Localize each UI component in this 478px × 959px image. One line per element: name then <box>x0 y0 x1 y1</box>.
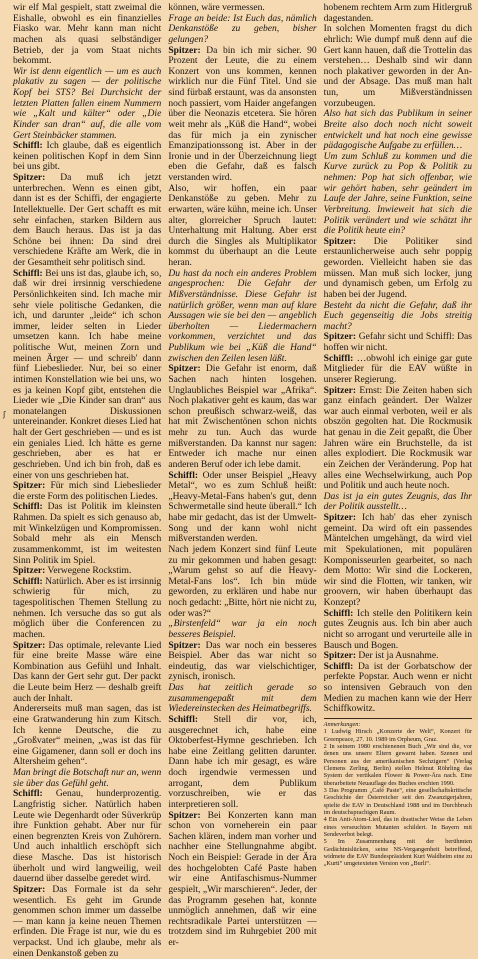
paragraph-text: Verwegene Rockstim. <box>45 565 132 577</box>
speaker-label: Schiffl: <box>13 788 43 800</box>
paragraph-text: In solchen Momenten fragst du dich ehrlich: Wie dumpf muß denn auf die Gert kann hauen, daß die Trottelin das verstehen… Deshalb sind wir dann noch plakativer geworden in der An- und der Absage. Das muß man halt tun, um Mißverständnissen vorzubeugen. <box>323 23 472 109</box>
paragraph-text: Die Gefahr ist enorm, daß Sachen nach hinten losgehen. Unglaubliches Beispiel war „Afrika“. Noch plakativer geht es kaum, das war schon preußisch schwarz-weiß, das hat mit Zwischentönen schon nichts mehr zu tun. Auch das wurde mißverstanden. Da kannst nur sagen: Entweder ich mache nur einen anderen Beruf oder ich lebe damit. <box>168 363 317 470</box>
paragraph <box>324 609 472 652</box>
speaker-label: Spitzer: <box>168 363 201 375</box>
paragraph-text: Ich hab' das eher zynisch gemeint. Da wird oft ein passendes Mäntelchen umgehängt, da wird viel mit Spekulationen, mit populären Komponisseurlen gearbeitet, so nach dem Motto: Wir sind die Lockeren, wir sind die Flotten, wir tanken, wir groovern, wir haben überhaupt das Konzept? <box>323 512 472 608</box>
paragraph-text: Andererseits muß man sagen, das ist eine Gratwanderung hin zum Kitsch. Ich kenne Deutsche, die zu „Großvater“ meinen, „was ist das für eine Gigamener, dann soll er doch ins Altersheim gehen“. <box>13 703 162 768</box>
paragraph-text: hobenem rechtem Arm zum Hitlergruß dagestanden. <box>323 2 472 24</box>
paragraph <box>13 481 161 502</box>
paragraph <box>168 545 316 619</box>
paragraph-text: Da muß ich jetzt unterbrechen. Wenn es einen gibt, dann ist es der Schiffi, der engagierte Intellektuelle. Der Gert schafft es mit sehr einfachen, starken Bildern aus dem Bauch heraus. Das ist ja das Schöne bei ihnen: Da sind drei verschiedene Kräfte am Werk, die in der Gesamtheit sehr politisch sind. <box>13 172 162 268</box>
interviewer-question: Besteht da nicht die Gefahr, daß ihr Euch gegenseitig die Jobs streitig macht? <box>323 299 472 332</box>
paragraph <box>13 269 161 482</box>
paragraph <box>324 332 472 353</box>
interviewer-question: Um zum Schluß zu kommen und die Kurve zurück zu Pop & Politik zu nehmen: Pop hat sich offenbar, wie wir gehört haben, sehr geändert im Laufe der Jahre, seine Funktion, seine Verbreitung. Inwieweit hat sich die Politik verändert und wie schätzt ihr die Politik heute ein? <box>323 150 472 237</box>
footnote: 4 Ein Anti-Atom-Lied, das in drastischer Weise die Leben eines verseuchten Mutanten schildert. In Bayern mit Sendeverbot belegt. <box>323 816 472 839</box>
text-columns <box>13 2 472 959</box>
speaker-label: Spitzer: <box>13 565 46 577</box>
paragraph <box>13 67 161 141</box>
paragraph-text: Das Formale ist da sehr wesentlich. Es geht im Grunde genommen schon immer um dasselbe — man kann ja keine neuen Themen erfinden. Die Frage ist nur, wie du es verpackst. Und ich glaube, mehr als einen Denkanstoß geben zu <box>13 883 162 959</box>
speaker-label: Spitzer: <box>323 331 356 343</box>
speaker-label: Spitzer: <box>168 809 201 821</box>
paragraph-text: wir elf Mal gespielt, statt zweimal die Eishalle, obwohl es ein finanzielles Fiasko war. Mehr kann man nicht machen als quasi selbständiger Betrieb, der ja vom Staat nichts bekommt. <box>13 2 162 67</box>
interviewer-question: Das hat zeitlich gerade so zusammengepaßt mit dem Wiedereinstecken des Heimatbegriffs. <box>168 682 317 715</box>
paragraph-text: Bei Konzerten kann man schon von vorneherein ein paar Sachen klären, indem man vorher und nachher eine Stellungnahme abgibt. Noch ein Beispiel: Gerade in der Ära des hochgelobten Café Paste haben wir eine Antifaschismus-Nummer gespielt, „Wir marschieren“. Jeder, der das Programm gesehen hat, konnte unmöglich annehmen, daß wir eine rechtsradikale Partei unterstützen — trotzdem sind im Ruhrgebiet 200 mit er- <box>168 809 317 948</box>
paragraph <box>168 715 316 811</box>
paragraph <box>168 184 316 269</box>
speaker-label: Spitzer: <box>13 883 46 895</box>
speaker-label: Schiffl: <box>323 607 354 619</box>
speaker-label: Schiffl: <box>323 352 354 364</box>
paragraph <box>168 46 316 184</box>
paragraph-text: Stell dir vor, ich, ausgerechnet ich, habe eine Oktoberfest-Hymne geschrieben. Ich habe eine Zeitlang gelitten darunter. Dann habe ich mir gesagt, es wäre doch irgendwie vermessen und arrogant, dem Publikum vorzuschreiben, wie er das interpretieren soll. <box>168 713 317 810</box>
paragraph-text: Da bin ich mir sicher. 90 Prozent der Leute, die zu einem Konzert von uns kommen, kennen wirklich nur die Fünf Titel. Und sie sind fürbaß erstaunt, was da ansonsten noch passiert, vom Haider angefangen über die Neonazis etcetera. Sie hören weit mehr als „Küß die Hand“, wobei das für mich ja ein zynischer Emanzipationssong ist. Aber in der Ironie und in der Überzeichnung liegt eben die Gefahr, daß es falsch verstanden wird. <box>168 44 317 183</box>
paragraph <box>168 641 316 684</box>
column-2 <box>168 2 317 948</box>
paragraph <box>13 704 161 768</box>
footnote: 1 Ludwig Hirsch „Konzerte der Welt“, Konzert für Greenpeace, 27. 10. 1989 im Orpheum, Graz. <box>323 728 472 743</box>
paragraph-text: können, wäre vermessen. <box>168 2 265 13</box>
paragraph <box>13 641 161 705</box>
speaker-label: Schiffl: <box>13 140 43 152</box>
speaker-label: Schiffl: <box>13 575 43 587</box>
paragraph-text: Gefahr sicht und Schiffl: Das hoffen wir nicht. <box>323 331 472 353</box>
interviewer-question: Also hat sich das Publikum in seiner Breite also doch noch nicht soweit entwickelt und hat noch eine gewisse pädagogische Aufgabe zu erfüllen… <box>323 108 472 152</box>
footnotes <box>324 718 472 868</box>
speaker-label: Spitzer: <box>168 639 201 651</box>
paragraph-text: Nach jedem Konzert sind fünf Leute zu mir gekommen und haben gesagt: „Warum gehst so auf die Heavy-Metal-Fans los“. Ich bin müde geworden, zu erklären und habe nur noch gedacht: „Bitte, hört nie nicht zu, oder was?“ <box>168 543 317 619</box>
paragraph <box>324 109 472 152</box>
column-3-wrap <box>323 2 472 868</box>
interviewer-question: Du hast da noch ein anderes Problem angesprochen: Die Gefahr der Mißverständnisse. Diese Gefahr ist natürlich größer, wenn man auf klare Aussagen wie sie bei den — angeblich überholten — Liedermachern vorkommen, verzichtet und das Publikum wie bei „Küß die Hand“ zwischen den Zeilen lesen läßt. <box>168 267 317 364</box>
paragraph <box>168 364 316 470</box>
paragraph <box>324 237 472 301</box>
paragraph <box>13 502 161 566</box>
speaker-label: Spitzer: <box>13 639 46 651</box>
footnote: 3 Das Programm „Café Paste“, eine gesellschaftskritische Geschichte der Österreicher seit den Zwanzigerjahren, spielte die EAV in Deutschland 1988 und im Durchbruch im deutschsprachigen Raum. <box>323 786 472 816</box>
speaker-label: Schiffl: <box>323 660 354 672</box>
paragraph <box>168 14 316 46</box>
paragraph <box>324 152 472 237</box>
paragraph-text: Der ist ja Ausnahme. <box>356 650 439 662</box>
interviewer-question: Man bringt die Botschaft nur an, wenn sie über das Gefühl geht. <box>13 767 162 789</box>
paragraph <box>13 789 161 885</box>
paragraph <box>324 492 472 513</box>
paragraph <box>168 269 316 365</box>
paragraph <box>168 471 316 545</box>
footnotes-heading: Anmerkungen: <box>323 720 361 728</box>
speaker-label: Spitzer: <box>168 44 201 56</box>
speaker-label: Spitzer: <box>323 384 356 396</box>
paragraph <box>168 683 316 715</box>
interviewer-question: Das ist ja ein gutes Zeugnis, das Ihr der Politik ausstellt… <box>323 490 472 513</box>
interviewer-question: Wir ist denn eigentlich — um es auch plakativ zu sagen — der politische Kopf bei STS? Bei Durchsicht der letzten Platten fallen einem Nummern wie „Kalt und kälter“ oder „Die Kinder san dran“ auf, die alle vom Gert Steinbäcker stammen. <box>13 65 162 141</box>
speaker-label: Schiffl: <box>168 713 199 725</box>
paragraph <box>168 619 316 640</box>
speaker-label: Schiffl: <box>13 267 43 279</box>
column-3 <box>324 3 472 715</box>
footnotes-list <box>324 728 472 868</box>
footnote: 2 In seinem 1980 erschienenen Buch „Wir sind die, vor denen uns unsere Eltern gewarnt haben. Szenen und Personen aus der amerikanischen Sechzigern“ (Verlag Clemens Zerling, Berlin) stellen Helmut Röhrling das System der vertikalen Flower & Power-Ära nach. Eine überarbeitete Neuauflage des Buches erschien 1990. <box>323 742 472 787</box>
paragraph <box>324 354 472 386</box>
paragraph <box>13 141 161 173</box>
speaker-label: Spitzer: <box>323 512 356 523</box>
paragraph-text: Bei uns ist das, glaube ich, so, daß wir drei irrsinnig verschiedene Persönlichkeiten sind. Ich mache mir sehr viele politische Gedanken, die ich, und darunter „leide“ ich schon immer, leider selten in Lieder umsetzen kann. Ich habe meine politische Wut, meinen Zorn und meinen Ärger — und schreib' dann fünf Liebeslieder. Nur, bei so einer intimen Konstellation wie bei uns, wo es ja keinen Kopf gibt, entstehen die Lieder wie „Die Kinder san dran“ aus monatelangen Diskussionen untereinander. Konkret dieses Lied hat halt der Gert geschrieben — und es ist ein geniales Lied. Ich hätte es gerne geschrieben, aber es hat er geschrieben. Und ich bin froh, daß es einer von uns geschrieben hat. <box>13 267 162 481</box>
paragraph-text: Das optimale, relevante Lied für eine breite Masse wäre eine Kombination aus Gefühl und Inhalt. Das kann der Gert sehr gut. Der packt die Leute beim Herz — deshalb greift auch der Inhalt. <box>13 639 162 704</box>
paragraph-text: Ich stelle den Politikern kein gutes Zeugnis aus. Ich bin aber auch nicht so arrogant und verurteile alle in Bausch und Bogen. <box>323 607 472 651</box>
paragraph-text: Ernst: Die Zeiten haben sich ganz einfach geändert. Der Walzer war auch einmal verboten, weil er als obszön gegolten hat. Die Rockmusik hat genau in die Zeit gepaßt, die Über Jahren wäre ein Bruchstelle, da ist alles explodiert. Die Rockmusik war ein Zeichen der Veränderung. Pop hat alles eine Wechselwirkung, auch Pop und Politik und auch heute noch. <box>323 384 472 492</box>
footnote: 5 Im Zusammenhang mit der berühmten Gedächtnislücken, seine NS-Vergangenheit betreffend, widmete die EAV Bundespräsident Kurt Waldheim eine zu „Kurti“ umgetexteten Version von „Burli“. <box>323 838 472 868</box>
paragraph-text: Das ist Politik im kleinsten Rahmen. Da spielt es sich genauso ab, mit Winkelzügen und Kompromissen. Sobald mehr als ein Mensch zusammenkommt, ist im weitesten Sinn Politik im Spiel. <box>13 501 162 566</box>
speaker-label: Schiffl: <box>13 501 43 513</box>
paragraph-text: Die Politiker sind erstaunlicherweise auch sehr poppig geworden. Vielleicht haben sie das müssen. Man muß sich locker, jung und dynamisch geben, um Erfolg zu haben bei der Jugend. <box>323 235 472 300</box>
paragraph <box>13 3 161 67</box>
paragraph <box>13 768 161 789</box>
paragraph <box>324 513 472 609</box>
paragraph-text: Oder unser Beispiel „Heavy Metal“, wo es zum Schluß heißt: „Heavy-Metal-Fans haben's gut, denn Schwermetalle sind heute überall.“ Ich habe mir gedacht, das ist der Umwelt-Song und der kann wohl nicht mißverstanden werden. <box>168 469 317 545</box>
interviewer-question: „Birstenfeld“ war ja ein noch besseres Beispiel. <box>168 618 317 640</box>
paragraph-text: …obwohl ich einige gar gute Mitglieder für die EAV wüßte in unserer Regierung. <box>323 352 472 385</box>
paragraph <box>324 301 472 333</box>
speaker-label: Spitzer: <box>323 235 356 247</box>
paragraph <box>13 885 161 959</box>
paragraph-text: Für mich sind Liebeslieder die erste Form des politischen Liedes. <box>13 480 162 502</box>
paragraph-text: Also, wir hoffen, ein paar Denkanstöße zu geben. Mehr zu erwarten, wäre kühn, meine ich. Unser alter, glorreicher Spruch lautet: Unterhaltung mit Haltung. Aber erst durch die Singles als Multiplikator kommst du überhaupt an die Leute heran. <box>168 182 317 268</box>
paragraph-text: Natürlich. Aber es ist irrsinnig schwierig für mich, zu tagespolitischen Themen Stellung zu nehmen. Ich versuche das so gut als möglich über die Conferencen zu machen. <box>13 575 162 640</box>
paragraph-text: Genau, hunderprozentig. Langfristig sicher. Natürlich haben Leute wie Degenhardt oder Süverkrüp ihre Funktion gehabt. Aber nur für einen begrenzten Kreis von Zuhörern. Und auch inhaltlich erschöpft sich diese Masche. Das ist historisch überholt und wird langweilig, weil dauernd über dasselbe geredet wird. <box>13 788 162 885</box>
speaker-label: Schiffl: <box>168 469 199 481</box>
paragraph <box>324 24 472 109</box>
interviewer-question: Frage an beide: Ist Euch das, nämlich Denkanstöße zu geben, bisher gelungen? <box>168 12 317 45</box>
paragraph-text: Das war noch ein besseres Beispiel. Aber das war nicht so eindeutig, das war vielschichtiger, zynisch, ironisch. <box>168 639 317 683</box>
paragraph <box>168 811 316 949</box>
speaker-label: Spitzer: <box>13 172 46 183</box>
paragraph <box>13 577 161 641</box>
paragraph <box>324 662 472 715</box>
paragraph <box>324 3 472 24</box>
column-1 <box>13 2 162 959</box>
paragraph <box>324 386 472 492</box>
margin-mark: ʃ <box>3 410 6 419</box>
paragraph-text: Ich glaube, daß es eigentlich keinen politischen Kopf in dem Sinn bei uns gibt. <box>13 140 162 173</box>
paragraph-text: Da ist der Gorbatschow der perfekte Popstar. Auch wenn er nicht so intensiven Gebrauch von den Medien zu machen kann wie der Herr Schiffkowitz. <box>323 660 472 715</box>
speaker-label: Spitzer: <box>323 650 356 662</box>
speaker-label: Spitzer: <box>13 480 46 492</box>
paragraph <box>13 173 161 269</box>
